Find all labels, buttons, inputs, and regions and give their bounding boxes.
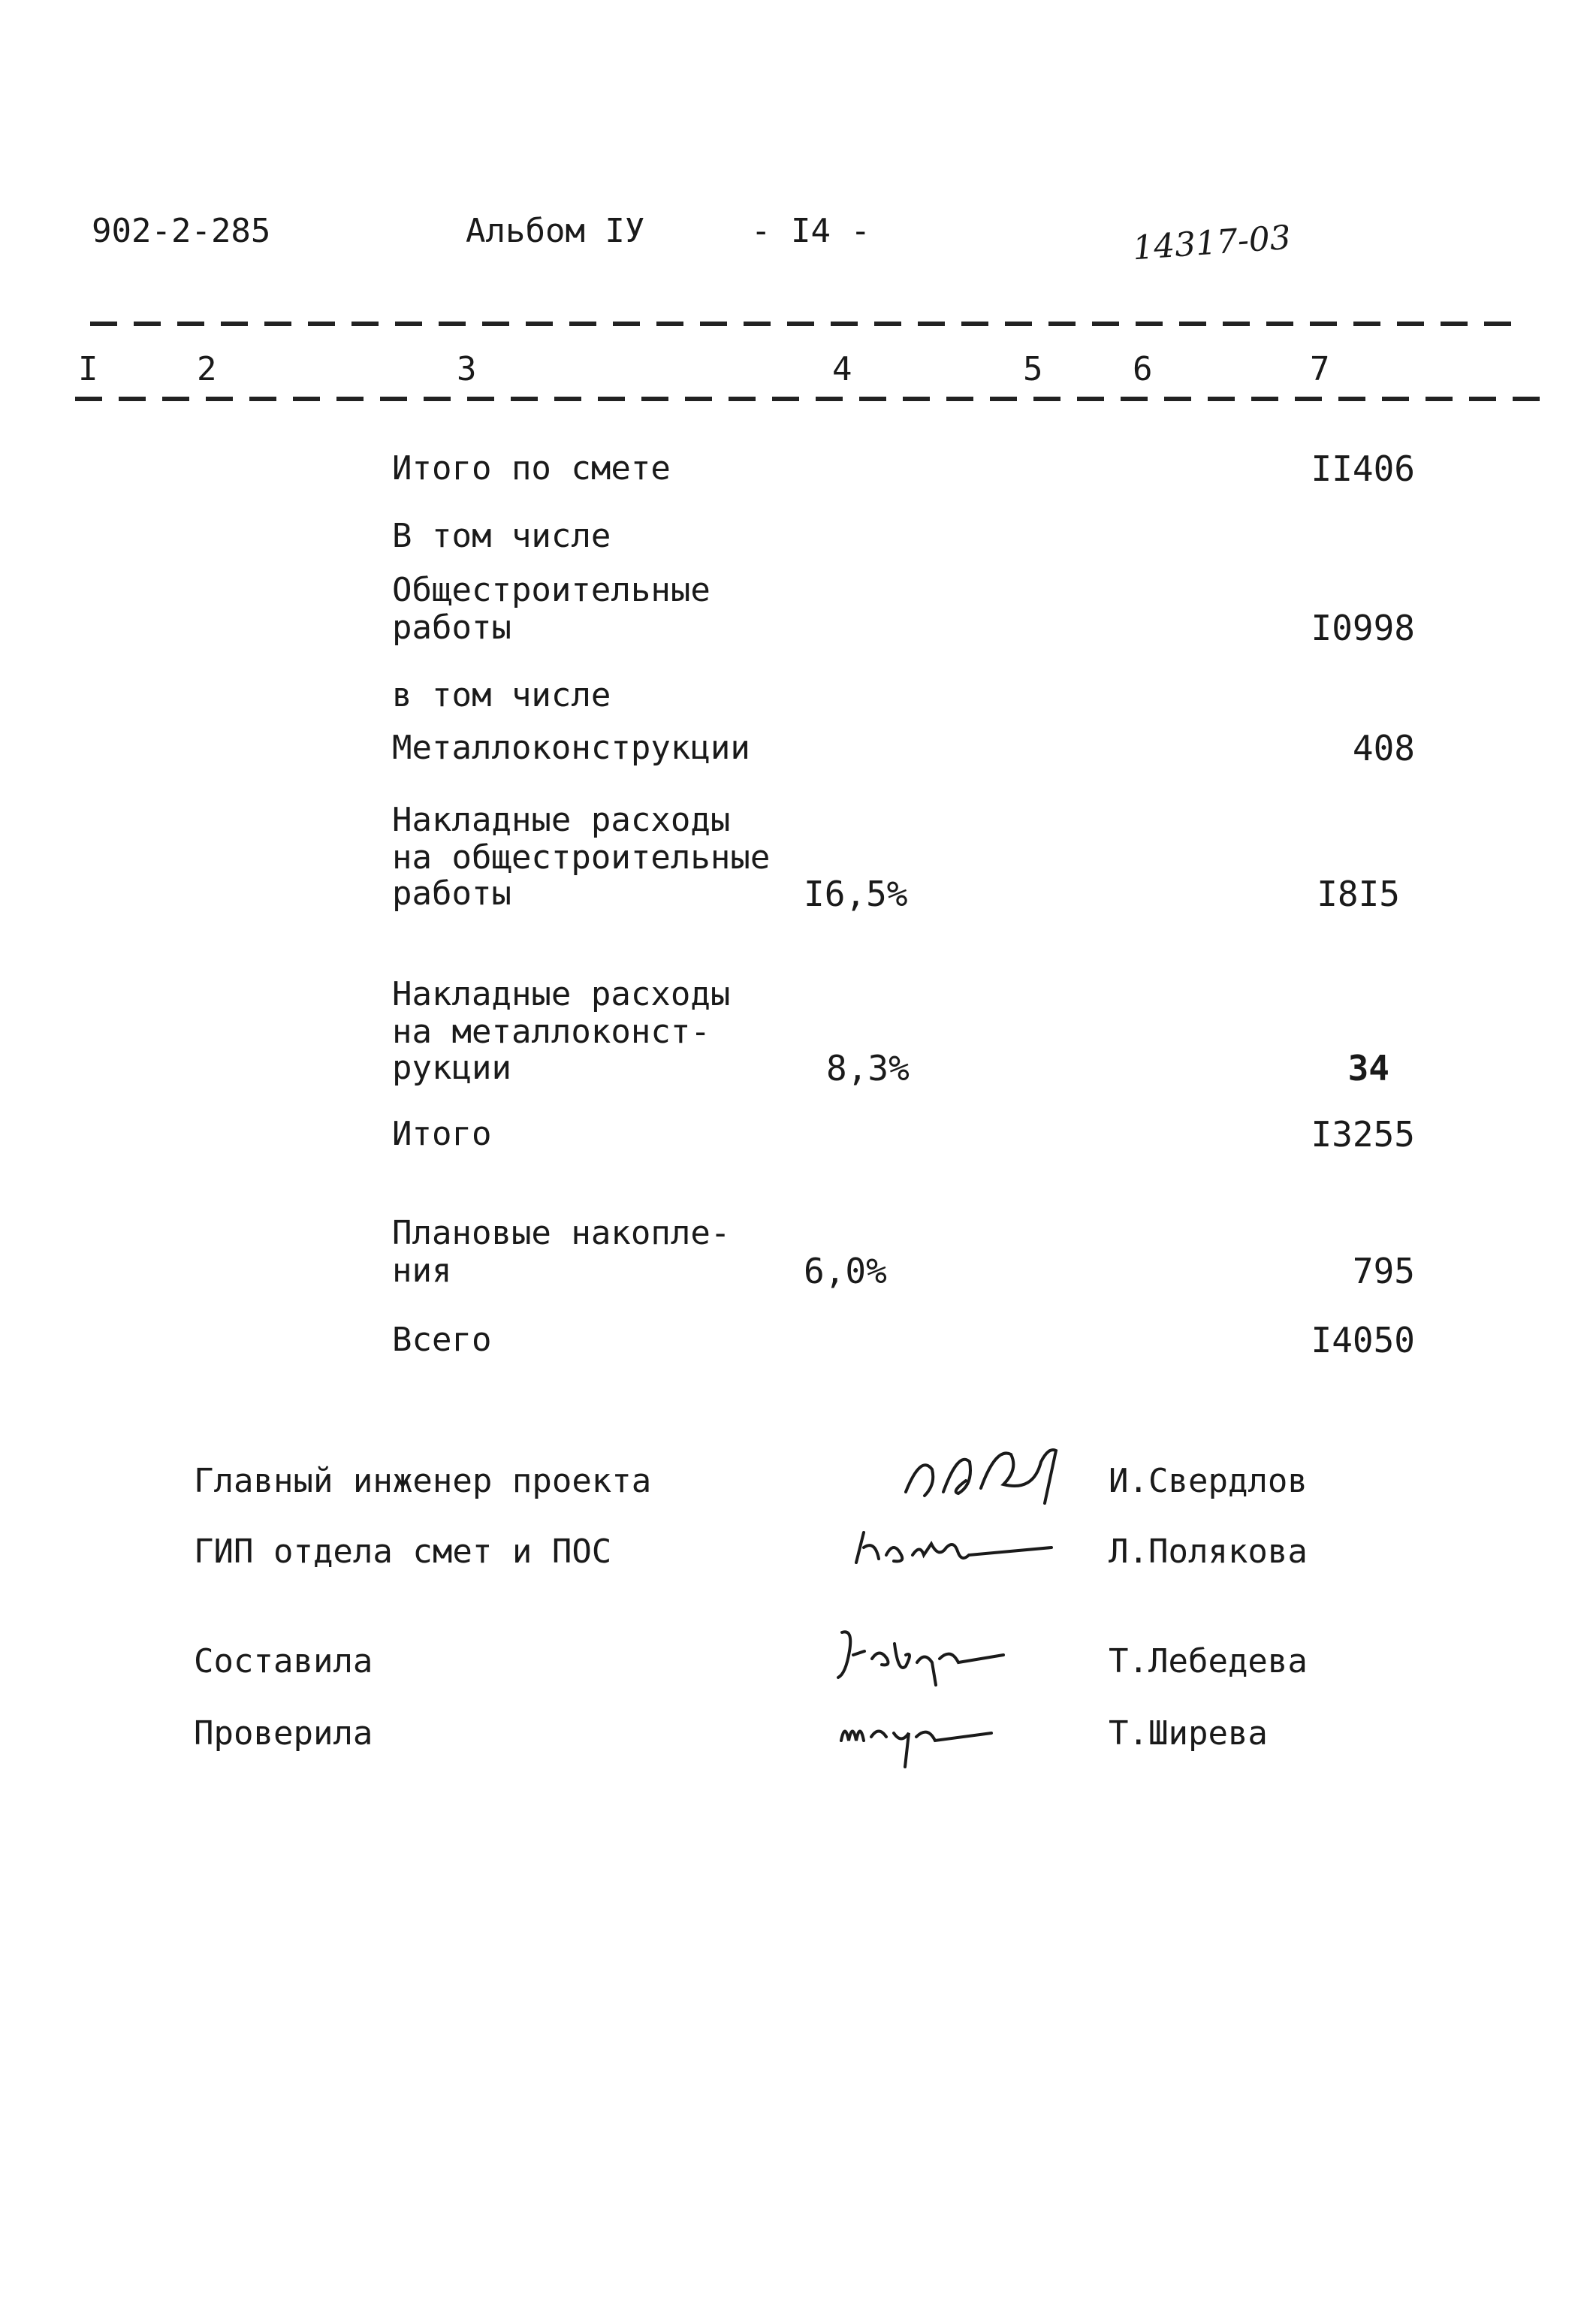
- row-label-subtotal: Итого: [392, 1115, 492, 1153]
- handwritten-signature-shireva: [834, 1699, 999, 1774]
- signature-name-chief-engineer: И.Свердлов: [1109, 1462, 1308, 1500]
- handwritten-signature-sverdlov: [898, 1439, 1071, 1507]
- row-percent-overhead-metal: 8,3%: [826, 1048, 910, 1089]
- document-code: 902-2-285: [92, 212, 271, 250]
- page-number: - I4 -: [751, 212, 870, 250]
- column-number-2: 2: [197, 350, 217, 388]
- signature-title-compiled-by: Составила: [194, 1642, 373, 1680]
- row-label-overhead-metal-1: Накладные расходы: [392, 975, 731, 1013]
- row-label-overhead-metal-3: рукции: [392, 1049, 511, 1087]
- signature-title-checked-by: Проверила: [194, 1714, 373, 1753]
- row-amount-grand-total: I4050: [1311, 1320, 1415, 1360]
- column-number-4: 4: [832, 350, 852, 388]
- row-amount-subtotal: I3255: [1311, 1114, 1415, 1155]
- row-label-planned-savings-2: ния: [392, 1252, 452, 1290]
- signature-title-gip-estimates: ГИП отдела смет и ПОС: [194, 1532, 612, 1571]
- dashed-separator-columns: [75, 397, 1543, 401]
- signature-name-compiled-by: Т.Лебедева: [1109, 1642, 1308, 1680]
- row-amount-general-construction: I0998: [1311, 608, 1415, 648]
- handwritten-signature-lebedeva: [831, 1621, 1011, 1689]
- album-label: Альбом IУ: [466, 212, 645, 250]
- row-amount-metal-structures: 408: [1352, 728, 1415, 768]
- signature-title-chief-engineer: Главный инженер проекта: [194, 1462, 652, 1500]
- row-amount-total-estimate: II406: [1311, 448, 1415, 489]
- signature-name-checked-by: Т.Ширева: [1109, 1714, 1268, 1753]
- row-amount-overhead-general: I8I5: [1317, 874, 1400, 914]
- row-label-overhead-general-2: на общестроительные: [392, 838, 771, 877]
- row-label-overhead-metal-2: на металлоконст-: [392, 1013, 711, 1051]
- row-label-general-construction-2: работы: [392, 608, 511, 647]
- column-number-3: 3: [457, 350, 477, 388]
- row-label-overhead-general-3: работы: [392, 874, 511, 913]
- row-percent-overhead-general: I6,5%: [804, 874, 908, 914]
- dashed-separator-top: [90, 322, 1517, 326]
- row-label-planned-savings-1: Плановые накопле-: [392, 1214, 731, 1252]
- handwritten-signature-polyakova: [849, 1517, 1059, 1578]
- row-label-total-estimate: Итого по смете: [392, 449, 671, 488]
- row-label-grand-total: Всего: [392, 1321, 492, 1359]
- signature-name-gip-estimates: Л.Полякова: [1109, 1532, 1308, 1571]
- row-percent-planned-savings: 6,0%: [804, 1251, 887, 1291]
- row-label-metal-structures: Металлоконструкции: [392, 729, 750, 767]
- row-label-overhead-general-1: Накладные расходы: [392, 801, 731, 839]
- row-label-including-2: в том числе: [392, 676, 611, 714]
- row-label-including: В том числе: [392, 517, 611, 555]
- column-number-7: 7: [1310, 350, 1330, 388]
- column-number-5: 5: [1023, 350, 1043, 388]
- column-number-1: I: [78, 350, 98, 388]
- row-label-general-construction-1: Общестроительные: [392, 571, 711, 609]
- row-amount-planned-savings: 795: [1352, 1251, 1415, 1291]
- handwritten-number: 14317-03: [1131, 218, 1293, 268]
- row-amount-overhead-metal: 34: [1347, 1048, 1389, 1089]
- column-number-6: 6: [1133, 350, 1153, 388]
